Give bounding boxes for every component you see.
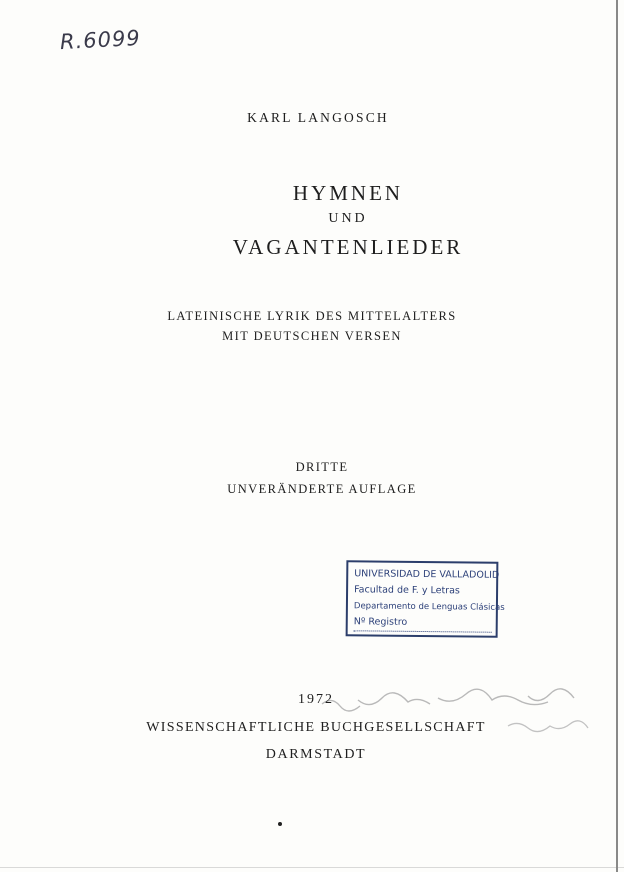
subtitle-line-1: LATEINISCHE LYRIK DES MITTELALTERS xyxy=(167,309,457,323)
subtitle-line-2: MIT DEUTSCHEN VERSEN xyxy=(222,329,402,343)
publication-year: 1972 xyxy=(298,692,334,707)
publisher-city: DARMSTADT xyxy=(265,747,367,762)
stamp-line-1: UNIVERSIDAD DE VALLADOLID xyxy=(354,568,500,581)
edition-line-1: DRITTE xyxy=(295,460,349,474)
title-line-1: HYMNEN xyxy=(292,181,404,205)
handwritten-shelfmark: R.6099 xyxy=(59,25,142,55)
library-stamp xyxy=(346,560,505,638)
title-line-3: VAGANTENLIEDER xyxy=(232,235,464,259)
printer-dot xyxy=(278,822,282,826)
author-name: KARL LANGOSCH xyxy=(247,110,389,125)
stamp-line-3: Departamento de Lenguas Clásicas xyxy=(353,601,505,613)
edition-line-2: UNVERÄNDERTE AUFLAGE xyxy=(227,482,417,496)
page-edge-bottom xyxy=(0,867,624,868)
stamp-registry-label: Nº Registro xyxy=(354,614,492,632)
stamp-line-2: Facultad de F. y Letras xyxy=(354,584,460,597)
publisher-name: WISSENSCHAFTLICHE BUCHGESELLSCHAFT xyxy=(146,720,486,735)
page-edge xyxy=(616,0,618,872)
title-line-2: UND xyxy=(328,211,368,226)
stamp-line-4 xyxy=(354,614,490,632)
